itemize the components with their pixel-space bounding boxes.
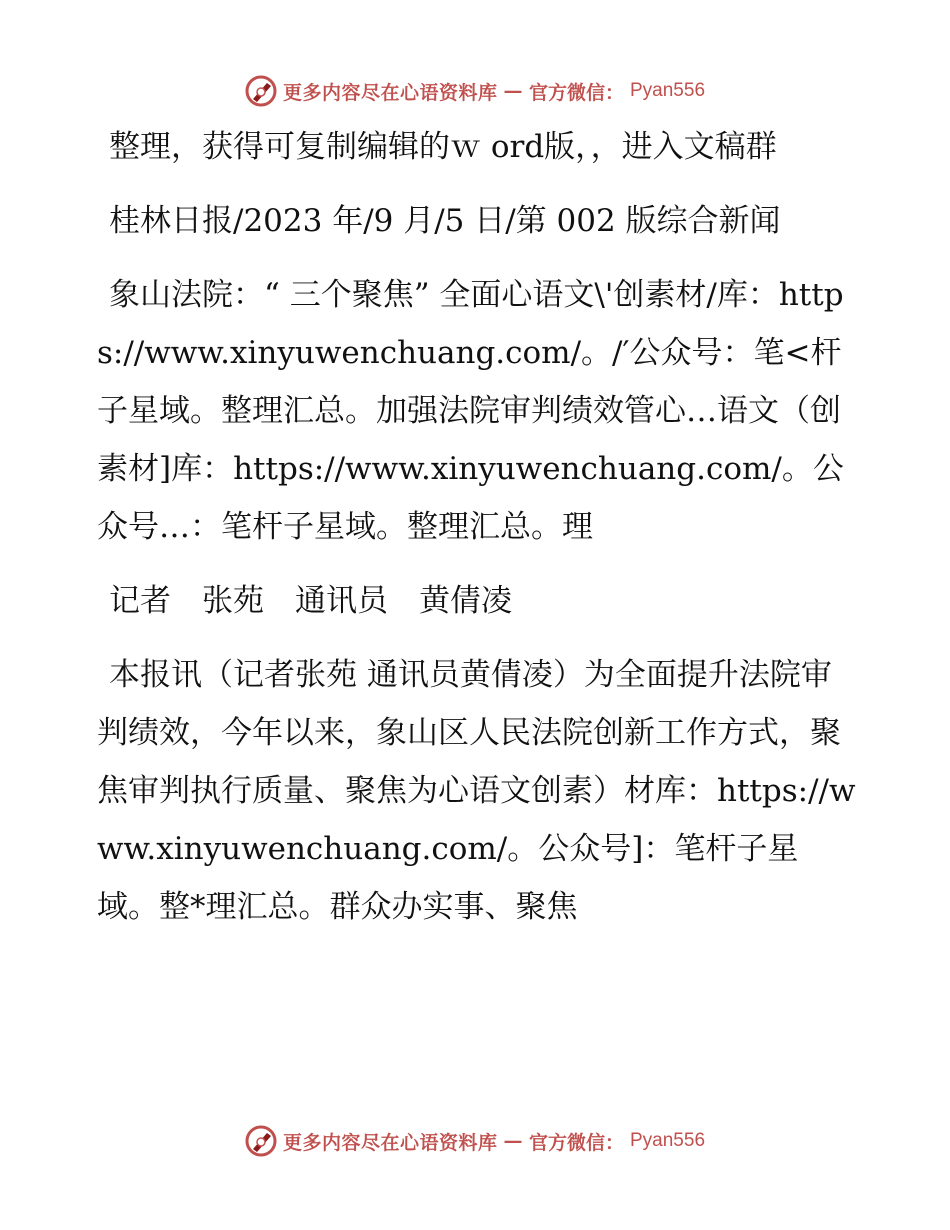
paragraph-byline: 记者 张苑 通讯员 黄倩凌 [109,583,512,619]
watermark-dash: — [503,80,523,102]
watermark-wechat-label: 官方微信： [528,81,624,104]
watermark-wechat-id: Pyan556 [630,80,706,101]
paragraph-headline: 象山法院：“ 三个聚焦” 全面心语文\'创素材/库：https://www.xinyuwenchuang.com/。/′公众号：笔<杆子星域。整理汇总。加强法院审判绩效管心…语文（创素材]库：https://www.xinyuwenchuang.com/。公众号…：笔杆子星域。整理汇总。理 [97,277,844,545]
paragraph-intro: 整理，获得可复制编辑的ｗ ord版，，进入文稿群 [109,129,777,165]
watermark-wechat-label: 官方微信： [528,1131,624,1154]
pen-logo-icon [245,75,277,107]
paragraph-body: 本报讯（记者张苑 通讯员黄倩凌）为全面提升法院审判绩效，今年以来，象山区人民法院创新工作方式，聚焦审判执行质量、聚焦为心语文创素）材库：https://www.xinyuwenchuang.com/。公众号]：笔杆子星域。整*理汇总。群众办实事、聚焦 [97,657,856,925]
paragraph-source: 桂林日报/2023 年/9 月/5 日/第 002 版综合新闻 [109,203,781,239]
watermark-site-text: 更多内容尽在心语资料库 [282,1131,498,1154]
watermark-site-text: 更多内容尽在心语资料库 [282,81,498,104]
document-body [97,118,857,952]
pen-logo-icon [245,1125,277,1157]
watermark-wechat-id: Pyan556 [630,1130,706,1151]
watermark-header [0,71,950,111]
watermark-dash: — [503,1130,523,1152]
watermark-footer [0,1121,950,1161]
